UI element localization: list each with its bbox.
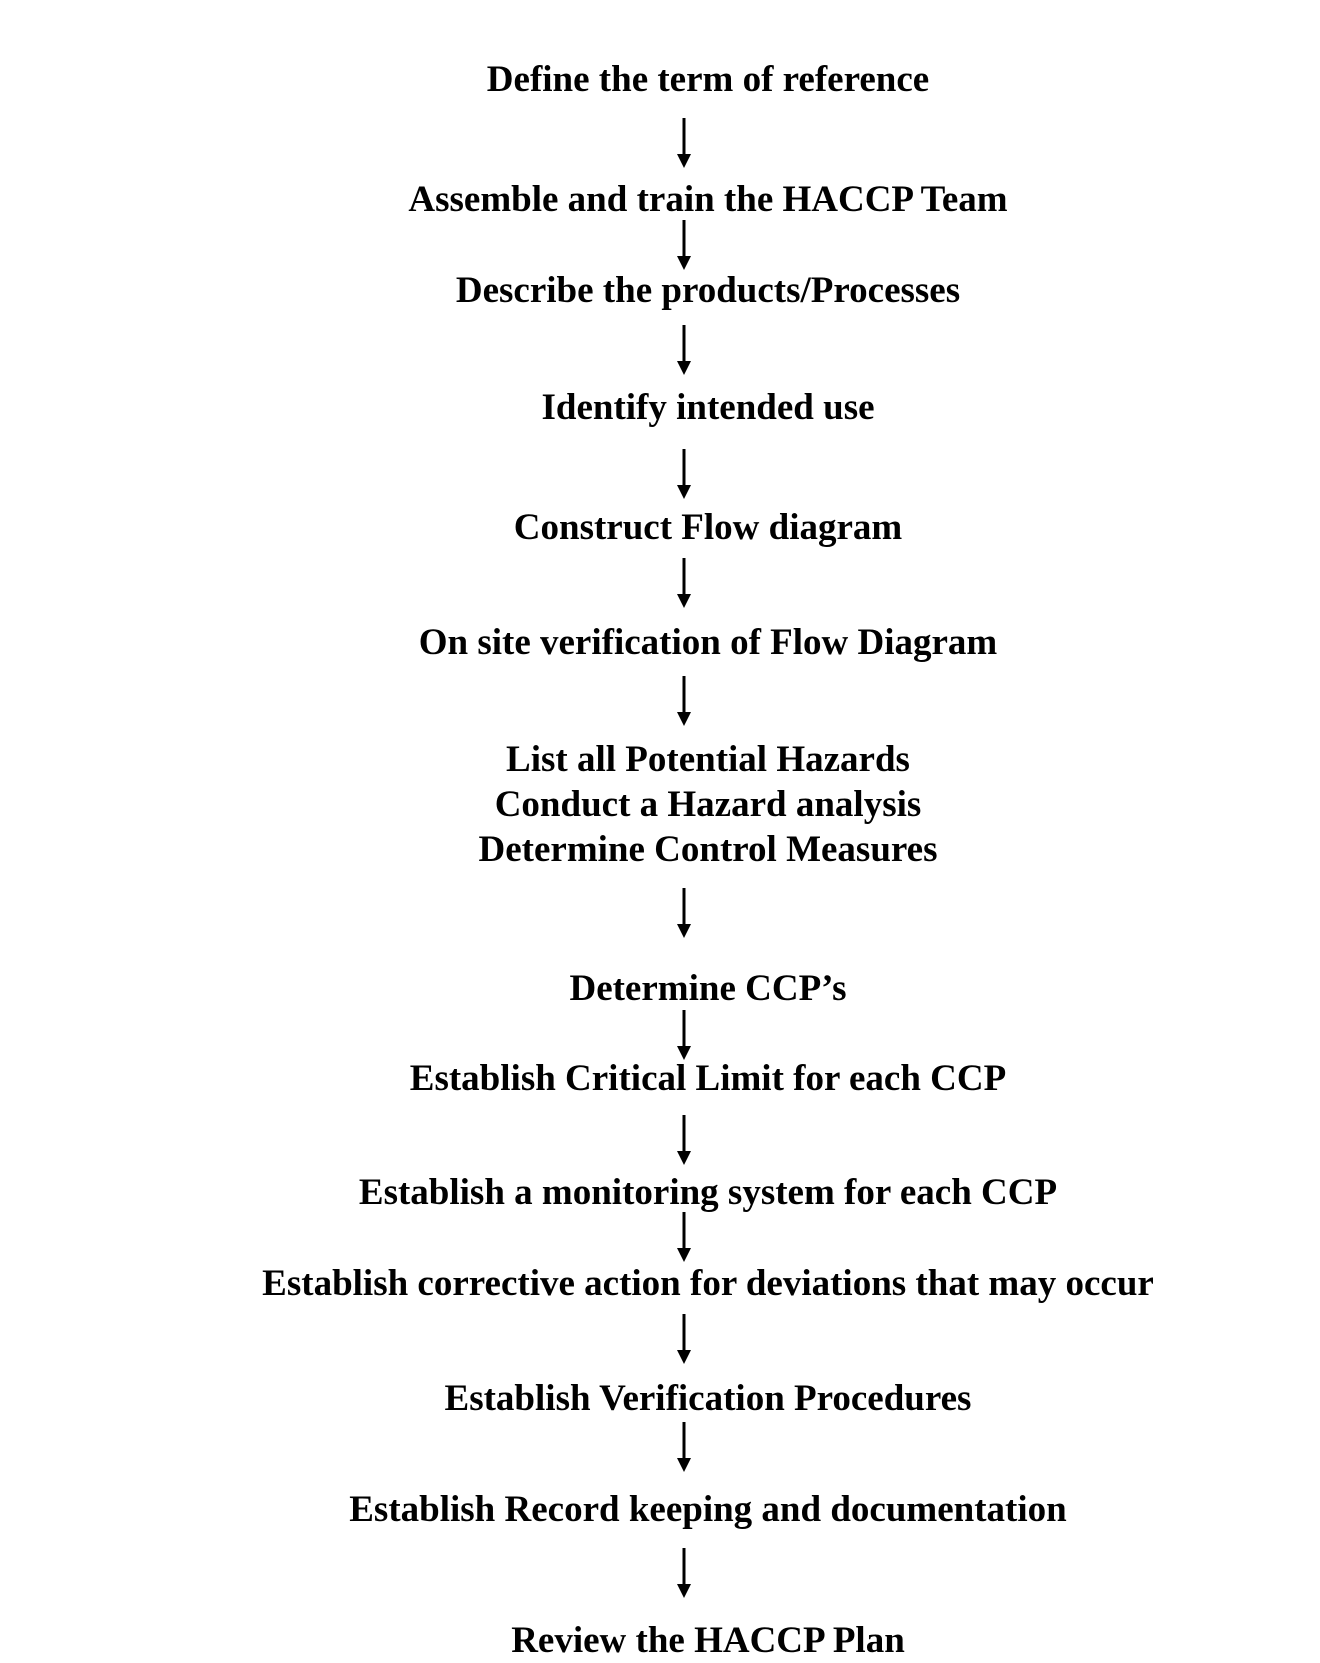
step-text: Identify intended use (541, 387, 875, 428)
step-text: Assemble and train the HACCP Team (408, 179, 1008, 220)
step-text: Construct Flow diagram (513, 507, 903, 548)
step-text: Establish Verification Procedures (444, 1378, 972, 1419)
arrow-down-icon (674, 118, 694, 168)
step-corrective-action (0, 1261, 1320, 1306)
arrow-down-icon (674, 1422, 694, 1472)
arrow-down-icon (674, 1115, 694, 1165)
arrow-down-icon (674, 558, 694, 608)
step-text: Review the HACCP Plan (511, 1620, 905, 1661)
step-assemble-team (0, 177, 1320, 222)
step-describe-products (0, 268, 1320, 313)
step-text: Conduct a Hazard analysis (494, 784, 922, 825)
step-construct-flow (0, 505, 1320, 550)
step-text: Define the term of reference (486, 59, 930, 100)
arrow-down-icon (674, 676, 694, 726)
arrow-down-icon (674, 220, 694, 270)
step-monitoring-system (0, 1170, 1320, 1215)
step-text: List all Potential Hazards (506, 739, 910, 780)
step-text: Establish corrective action for deviations that may occur (262, 1263, 1154, 1304)
step-record-keeping (0, 1487, 1320, 1532)
step-define-terms (0, 57, 1320, 102)
arrow-down-icon (674, 1548, 694, 1598)
arrow-down-icon (674, 325, 694, 375)
arrow-down-icon (674, 1314, 694, 1364)
step-text: Describe the products/Processes (455, 270, 961, 311)
step-text: Establish Critical Limit for each CCP (409, 1058, 1007, 1099)
step-review-plan (0, 1618, 1320, 1663)
arrow-down-icon (674, 1010, 694, 1060)
arrow-down-icon (674, 449, 694, 499)
arrow-down-icon (674, 1212, 694, 1262)
step-hazard-analysis (0, 737, 1320, 872)
step-text: On site verification of Flow Diagram (418, 622, 998, 663)
step-verify-flow (0, 620, 1320, 665)
step-text: Determine Control Measures (478, 829, 938, 870)
step-determine-ccp (0, 966, 1320, 1011)
step-text: Establish a monitoring system for each CCP (358, 1172, 1058, 1213)
step-text: Establish Record keeping and documentation (349, 1489, 1067, 1530)
step-verification-procedures (0, 1376, 1320, 1421)
step-critical-limit (0, 1056, 1320, 1101)
step-intended-use (0, 385, 1320, 430)
step-text: Determine CCP’s (569, 968, 847, 1009)
arrow-down-icon (674, 888, 694, 938)
